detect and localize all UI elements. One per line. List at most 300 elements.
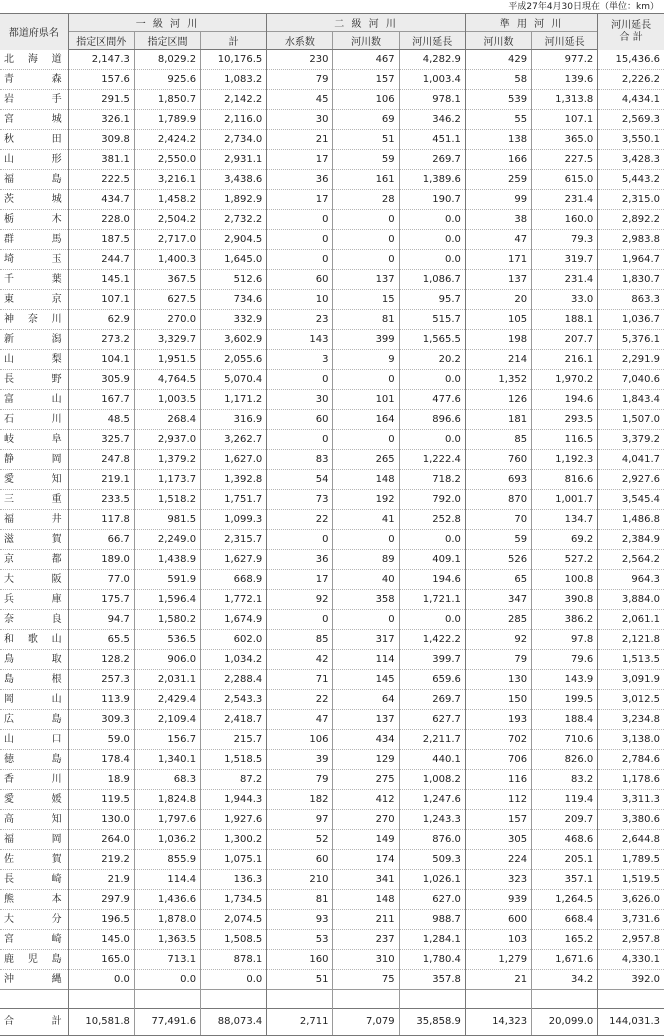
table-cell: 167.7	[68, 390, 134, 410]
table-cell: 9	[333, 350, 399, 370]
table-row	[0, 230, 664, 250]
table-cell: 1,036.2	[134, 830, 200, 850]
table-row	[0, 970, 664, 990]
table-row	[0, 690, 664, 710]
table-cell: 22	[267, 510, 333, 530]
table-row	[0, 890, 664, 910]
table-cell: 68.3	[134, 770, 200, 790]
table-cell: 0	[333, 250, 399, 270]
table-cell: 1,507.0	[598, 410, 664, 430]
table-cell: 1,247.6	[399, 790, 465, 810]
table-row	[0, 210, 664, 230]
table-cell: 85	[465, 430, 531, 450]
table-cell: 145.1	[68, 270, 134, 290]
table-cell: 227.5	[532, 150, 598, 170]
table-cell: 1,243.3	[399, 810, 465, 830]
table-cell: 270.0	[134, 310, 200, 330]
table-cell: 129	[333, 750, 399, 770]
table-cell: 145	[333, 670, 399, 690]
table-cell: 3,234.8	[598, 710, 664, 730]
as-of-note: 平成27年4月30日現在（単位：km）	[508, 2, 659, 12]
table-cell: 1,264.5	[532, 890, 598, 910]
table-cell: 10,176.5	[201, 50, 267, 70]
prefecture-name: 大分	[0, 910, 68, 930]
table-cell: 1,734.5	[201, 890, 267, 910]
table-cell: 1,797.6	[134, 810, 200, 830]
table-cell: 2,061.1	[598, 610, 664, 630]
table-cell: 148	[333, 470, 399, 490]
table-cell: 228.0	[68, 210, 134, 230]
table-cell: 4,330.1	[598, 950, 664, 970]
prefecture-name: 栃木	[0, 210, 68, 230]
table-cell: 386.2	[532, 610, 598, 630]
table-cell: 3,545.4	[598, 490, 664, 510]
table-cell: 627.5	[134, 290, 200, 310]
table-cell: 3,550.1	[598, 130, 664, 150]
table-cell: 2,983.8	[598, 230, 664, 250]
table-row	[0, 930, 664, 950]
table-cell: 1,772.1	[201, 590, 267, 610]
table-cell: 139.6	[532, 70, 598, 90]
table-cell: 60	[267, 410, 333, 430]
table-row	[0, 390, 664, 410]
table-row	[0, 510, 664, 530]
table-cell: 399	[333, 330, 399, 350]
table-cell: 3,012.5	[598, 690, 664, 710]
table-cell: 2,927.6	[598, 470, 664, 490]
table-row	[0, 610, 664, 630]
table-cell: 600	[465, 910, 531, 930]
prefecture-name: 静岡	[0, 450, 68, 470]
table-cell: 157.6	[68, 70, 134, 90]
table-cell: 317	[333, 630, 399, 650]
table-cell: 233.5	[68, 490, 134, 510]
table-cell: 117.8	[68, 510, 134, 530]
table-row	[0, 790, 664, 810]
table-cell: 467	[333, 50, 399, 70]
table-cell: 136.3	[201, 870, 267, 890]
table-row	[0, 850, 664, 870]
table-cell: 2,315.7	[201, 530, 267, 550]
table-cell: 0.0	[399, 530, 465, 550]
prefecture-name: 三重	[0, 490, 68, 510]
table-cell: 0	[267, 430, 333, 450]
table-cell: 713.1	[134, 950, 200, 970]
table-cell: 36	[267, 550, 333, 570]
table-cell: 1,340.1	[134, 750, 200, 770]
table-cell: 309.3	[68, 710, 134, 730]
table-cell: 5,070.4	[201, 370, 267, 390]
table-row	[0, 910, 664, 930]
table-row	[0, 170, 664, 190]
table-cell: 171	[465, 250, 531, 270]
prefecture-name: 神奈川	[0, 310, 68, 330]
table-cell: 3,262.7	[201, 430, 267, 450]
table-cell: 52	[267, 830, 333, 850]
table-row	[0, 810, 664, 830]
header-total-length-text: 河川延長合 計	[611, 19, 652, 43]
table-cell: 3,379.2	[598, 430, 664, 450]
table-row	[0, 590, 664, 610]
table-cell: 1,352	[465, 370, 531, 390]
table-cell: 1,518.2	[134, 490, 200, 510]
table-cell: 99	[465, 190, 531, 210]
table-cell: 116	[465, 770, 531, 790]
table-cell: 83	[267, 450, 333, 470]
table-cell: 1,222.4	[399, 450, 465, 470]
table-cell: 70	[465, 510, 531, 530]
table-cell: 207.7	[532, 330, 598, 350]
table-cell: 157	[333, 70, 399, 90]
table-cell: 855.9	[134, 850, 200, 870]
table-cell: 293.5	[532, 410, 598, 430]
prefecture-name: 茨城	[0, 190, 68, 210]
table-cell: 89	[333, 550, 399, 570]
total-cell: 35,858.9	[399, 1009, 465, 1036]
table-cell: 214	[465, 350, 531, 370]
prefecture-name: 埼玉	[0, 250, 68, 270]
table-cell: 326.1	[68, 110, 134, 130]
table-cell: 591.9	[134, 570, 200, 590]
table-cell: 10	[267, 290, 333, 310]
table-cell: 231.4	[532, 270, 598, 290]
table-cell: 341	[333, 870, 399, 890]
table-cell: 55	[465, 110, 531, 130]
table-cell: 138	[465, 130, 531, 150]
table-cell: 224	[465, 850, 531, 870]
table-cell: 33.0	[532, 290, 598, 310]
table-cell: 5,443.2	[598, 170, 664, 190]
table-cell: 66.7	[68, 530, 134, 550]
table-cell: 209.7	[532, 810, 598, 830]
header-prefecture: 都道府県名	[0, 14, 68, 50]
prefecture-name: 新潟	[0, 330, 68, 350]
table-cell: 38	[465, 210, 531, 230]
table-cell: 79.6	[532, 650, 598, 670]
table-cell: 137	[333, 710, 399, 730]
table-row	[0, 630, 664, 650]
prefecture-name: 福井	[0, 510, 68, 530]
table-cell: 247.8	[68, 450, 134, 470]
header-class1-outside: 指定区間外	[68, 32, 134, 50]
table-cell: 0	[267, 250, 333, 270]
table-cell: 477.6	[399, 390, 465, 410]
table-cell: 95.7	[399, 290, 465, 310]
prefecture-name: 宮崎	[0, 930, 68, 950]
prefecture-name: 長崎	[0, 870, 68, 890]
table-cell: 219.1	[68, 470, 134, 490]
table-cell: 252.8	[399, 510, 465, 530]
prefecture-name: 香川	[0, 770, 68, 790]
table-cell: 69	[333, 110, 399, 130]
table-cell: 2,315.0	[598, 190, 664, 210]
table-cell: 2,147.3	[68, 50, 134, 70]
table-cell: 668.4	[532, 910, 598, 930]
table-row	[0, 470, 664, 490]
table-cell: 365.0	[532, 130, 598, 150]
prefecture-name: 山形	[0, 150, 68, 170]
table-cell: 1,627.9	[201, 550, 267, 570]
table-cell: 1,001.7	[532, 490, 598, 510]
table-cell: 54	[267, 470, 333, 490]
table-cell: 2,384.9	[598, 530, 664, 550]
header-class2-rivers-count: 河川数	[333, 32, 399, 50]
table-cell: 2,734.0	[201, 130, 267, 150]
table-cell: 939	[465, 890, 531, 910]
table-cell: 51	[267, 970, 333, 990]
table-cell: 1,508.5	[201, 930, 267, 950]
table-cell: 2,142.2	[201, 90, 267, 110]
table-cell: 194.6	[532, 390, 598, 410]
table-cell: 1,363.5	[134, 930, 200, 950]
prefecture-name: 和歌山	[0, 630, 68, 650]
table-row	[0, 270, 664, 290]
table-row	[0, 330, 664, 350]
table-cell: 1,026.1	[399, 870, 465, 890]
table-row	[0, 670, 664, 690]
table-cell: 222.5	[68, 170, 134, 190]
table-cell: 409.1	[399, 550, 465, 570]
table-cell: 451.1	[399, 130, 465, 150]
table-cell: 527.2	[532, 550, 598, 570]
table-cell: 2,644.8	[598, 830, 664, 850]
table-cell: 0.0	[399, 230, 465, 250]
table-cell: 257.3	[68, 670, 134, 690]
table-cell: 268.4	[134, 410, 200, 430]
total-row	[0, 1009, 664, 1036]
table-cell: 1,789.9	[134, 110, 200, 130]
table-cell: 515.7	[399, 310, 465, 330]
table-row	[0, 130, 664, 150]
table-cell: 270	[333, 810, 399, 830]
table-row	[0, 410, 664, 430]
table-cell: 219.2	[68, 850, 134, 870]
table-cell: 2,931.1	[201, 150, 267, 170]
table-cell: 1,843.4	[598, 390, 664, 410]
prefecture-name: 熊本	[0, 890, 68, 910]
table-cell: 347	[465, 590, 531, 610]
table-cell: 150	[465, 690, 531, 710]
table-row	[0, 770, 664, 790]
table-cell: 1,671.6	[532, 950, 598, 970]
header-class2-rivers: 二 級 河 川	[267, 14, 466, 32]
table-cell: 47	[465, 230, 531, 250]
table-cell: 275	[333, 770, 399, 790]
table-cell: 429	[465, 50, 531, 70]
table-cell: 194.6	[399, 570, 465, 590]
table-cell: 1,178.6	[598, 770, 664, 790]
table-cell: 145.0	[68, 930, 134, 950]
table-cell: 1,192.3	[532, 450, 598, 470]
table-cell: 103	[465, 930, 531, 950]
prefecture-name: 兵庫	[0, 590, 68, 610]
total-label: 合計	[0, 1009, 68, 1036]
table-cell: 1,008.2	[399, 770, 465, 790]
table-cell: 160.0	[532, 210, 598, 230]
table-cell: 3,380.6	[598, 810, 664, 830]
table-cell: 97	[267, 810, 333, 830]
header-class1-designated: 指定区間	[134, 32, 200, 50]
table-cell: 79.3	[532, 230, 598, 250]
table-cell: 59	[465, 530, 531, 550]
table-cell: 114.4	[134, 870, 200, 890]
prefecture-name: 山口	[0, 730, 68, 750]
table-cell: 3,138.0	[598, 730, 664, 750]
table-cell: 1,300.2	[201, 830, 267, 850]
table-cell: 3,216.1	[134, 170, 200, 190]
table-cell: 1,436.6	[134, 890, 200, 910]
table-cell: 119.4	[532, 790, 598, 810]
prefecture-name: 佐賀	[0, 850, 68, 870]
table-cell: 316.9	[201, 410, 267, 430]
table-cell: 119.5	[68, 790, 134, 810]
total-cell: 10,581.8	[68, 1009, 134, 1036]
table-cell: 269.7	[399, 690, 465, 710]
prefecture-name: 徳島	[0, 750, 68, 770]
table-cell: 65	[465, 570, 531, 590]
prefecture-name: 愛知	[0, 470, 68, 490]
table-cell: 1,927.6	[201, 810, 267, 830]
table-cell: 602.0	[201, 630, 267, 650]
table-cell: 0	[333, 210, 399, 230]
table-cell: 5,376.1	[598, 330, 664, 350]
table-cell: 211	[333, 910, 399, 930]
table-cell: 165.0	[68, 950, 134, 970]
table-row	[0, 870, 664, 890]
prefecture-name: 岡山	[0, 690, 68, 710]
prefecture-name: 鳥取	[0, 650, 68, 670]
table-cell: 231.4	[532, 190, 598, 210]
table-row	[0, 450, 664, 470]
table-cell: 30	[267, 110, 333, 130]
table-cell: 2,424.2	[134, 130, 200, 150]
table-cell: 85	[267, 630, 333, 650]
table-cell: 434.7	[68, 190, 134, 210]
table-cell: 1,003.4	[399, 70, 465, 90]
header-class1-rivers: 一 級 河 川	[68, 14, 267, 32]
table-cell: 65.5	[68, 630, 134, 650]
table-cell: 2,892.2	[598, 210, 664, 230]
table-cell: 189.0	[68, 550, 134, 570]
table-cell: 2,904.5	[201, 230, 267, 250]
table-row	[0, 370, 664, 390]
table-cell: 1,284.1	[399, 930, 465, 950]
table-cell: 81	[333, 310, 399, 330]
prefecture-name: 愛媛	[0, 790, 68, 810]
table-cell: 702	[465, 730, 531, 750]
table-cell: 977.2	[532, 50, 598, 70]
table-cell: 0.0	[399, 430, 465, 450]
table-cell: 440.1	[399, 750, 465, 770]
table-cell: 45	[267, 90, 333, 110]
table-cell: 188.4	[532, 710, 598, 730]
table-cell: 1,751.7	[201, 490, 267, 510]
table-cell: 863.3	[598, 290, 664, 310]
table-cell: 399.7	[399, 650, 465, 670]
table-cell: 0.0	[134, 970, 200, 990]
prefecture-name: 鹿児島	[0, 950, 68, 970]
table-cell: 134.7	[532, 510, 598, 530]
river-length-table-wrapper	[0, 13, 665, 1036]
table-cell: 62.9	[68, 310, 134, 330]
table-row	[0, 110, 664, 130]
table-cell: 509.3	[399, 850, 465, 870]
table-cell: 1,789.5	[598, 850, 664, 870]
table-cell: 216.1	[532, 350, 598, 370]
table-cell: 4,434.1	[598, 90, 664, 110]
table-cell: 706	[465, 750, 531, 770]
table-cell: 130	[465, 670, 531, 690]
table-row	[0, 550, 664, 570]
table-row	[0, 490, 664, 510]
table-cell: 964.3	[598, 570, 664, 590]
table-row	[0, 750, 664, 770]
table-cell: 1,036.7	[598, 310, 664, 330]
table-cell: 1,313.8	[532, 90, 598, 110]
table-cell: 2,418.7	[201, 710, 267, 730]
table-cell: 2,957.8	[598, 930, 664, 950]
table-cell: 128.2	[68, 650, 134, 670]
table-cell: 36	[267, 170, 333, 190]
table-cell: 161	[333, 170, 399, 190]
table-cell: 0.0	[399, 250, 465, 270]
table-cell: 23	[267, 310, 333, 330]
table-cell: 826.0	[532, 750, 598, 770]
table-cell: 41	[333, 510, 399, 530]
table-cell: 2,074.5	[201, 910, 267, 930]
table-cell: 668.9	[201, 570, 267, 590]
table-cell: 107.1	[68, 290, 134, 310]
table-cell: 1,892.9	[201, 190, 267, 210]
table-cell: 28	[333, 190, 399, 210]
table-row	[0, 650, 664, 670]
table-cell: 15	[333, 290, 399, 310]
table-cell: 199.5	[532, 690, 598, 710]
header-semi-length: 河川延長	[532, 32, 598, 50]
prefecture-name: 奈良	[0, 610, 68, 630]
table-cell: 83.2	[532, 770, 598, 790]
table-row	[0, 90, 664, 110]
prefecture-name: 大阪	[0, 570, 68, 590]
total-cell: 7,079	[333, 1009, 399, 1036]
prefecture-name: 福島	[0, 170, 68, 190]
table-cell: 381.1	[68, 150, 134, 170]
table-cell: 1,458.2	[134, 190, 200, 210]
table-cell: 1,075.1	[201, 850, 267, 870]
table-cell: 198	[465, 330, 531, 350]
table-row	[0, 950, 664, 970]
header-semi-rivers: 準 用 河 川	[465, 14, 597, 32]
table-cell: 0	[267, 370, 333, 390]
table-cell: 305	[465, 830, 531, 850]
table-cell: 87.2	[201, 770, 267, 790]
table-cell: 64	[333, 690, 399, 710]
prefecture-name: 広島	[0, 710, 68, 730]
table-cell: 48.5	[68, 410, 134, 430]
table-cell: 291.5	[68, 90, 134, 110]
prefecture-name: 東京	[0, 290, 68, 310]
table-cell: 2,717.0	[134, 230, 200, 250]
table-cell: 2,732.2	[201, 210, 267, 230]
table-row	[0, 250, 664, 270]
table-cell: 79	[465, 650, 531, 670]
table-cell: 693	[465, 470, 531, 490]
table-cell: 193	[465, 710, 531, 730]
table-cell: 148	[333, 890, 399, 910]
table-row	[0, 710, 664, 730]
table-row	[0, 350, 664, 370]
table-cell: 2,569.3	[598, 110, 664, 130]
